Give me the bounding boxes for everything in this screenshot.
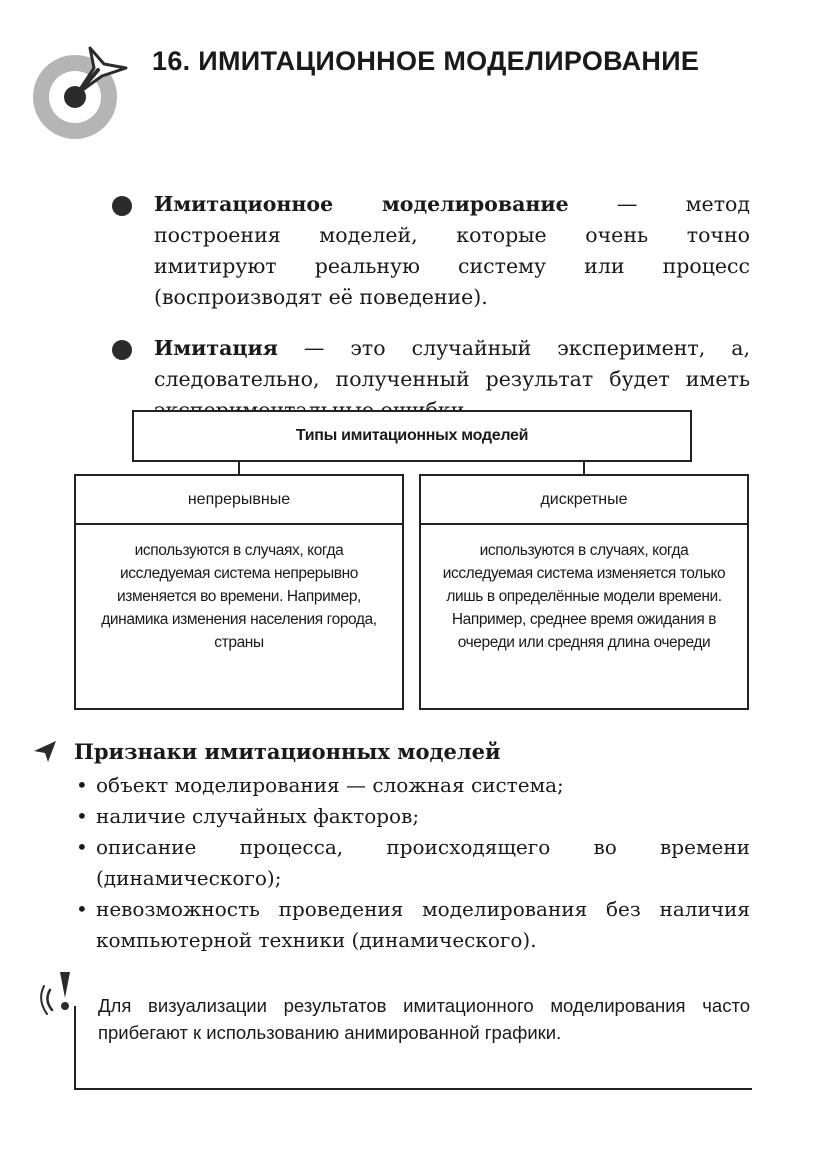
arrowhead-icon [32, 738, 58, 764]
definition-term: Имитация [154, 336, 278, 360]
page-title [152, 46, 699, 77]
type-description: используются в случаях, когда исследуемая система изменяется только лишь в определённые модели времени. Например, среднее время ожидания в очереди или средняя длина очереди [442, 542, 726, 651]
section-number: 16. [152, 46, 191, 76]
note-block [40, 968, 750, 1092]
definition-item [112, 189, 750, 313]
definition-text: — метод построения моделей, которые очень точно имитируют реальную систему или процесс (воспроизводят её поведение). [154, 191, 750, 309]
definition-text: — это случайный эксперимент, а, следовательно, полученный результат будет иметь [154, 336, 750, 391]
model-types-diagram [74, 410, 750, 710]
definition-term: Имитационное моделирование [154, 191, 569, 216]
list-item: • невозможность проведения моделирования без наличия компьютерной техники (динамического). [74, 894, 750, 956]
definitions [112, 168, 750, 440]
bullet-dot-icon [112, 196, 132, 216]
target-arrow-icon [30, 42, 130, 142]
type-name: дискретные [421, 476, 747, 525]
type-box-continuous [74, 474, 404, 710]
section-title: ИМИТАЦИОННОЕ МОДЕЛИРОВАНИЕ [198, 46, 700, 76]
list-item: • описание процесса, происходящего во времени (динамического); [74, 832, 750, 894]
features-header [32, 738, 501, 764]
features-title: Признаки имитационных моделей [74, 738, 501, 764]
note-text: Для визуализации результатов имитационного моделирования часто прибегают к использованию анимированной графики. [98, 995, 750, 1043]
diagram-root-box: Типы имитационных моделей [132, 410, 692, 462]
type-box-discrete [419, 474, 749, 710]
features-list [74, 770, 750, 956]
list-item: • объект моделирования — сложная система; [74, 770, 750, 801]
bullet-dot-icon [112, 340, 132, 360]
type-name: непрерывные [76, 476, 402, 525]
list-item: • наличие случайных факторов; [74, 801, 750, 832]
type-description: используются в случаях, когда исследуемая система непрерывно изменяется во времени. Например, динамика изменения населения города, страны [101, 542, 377, 651]
